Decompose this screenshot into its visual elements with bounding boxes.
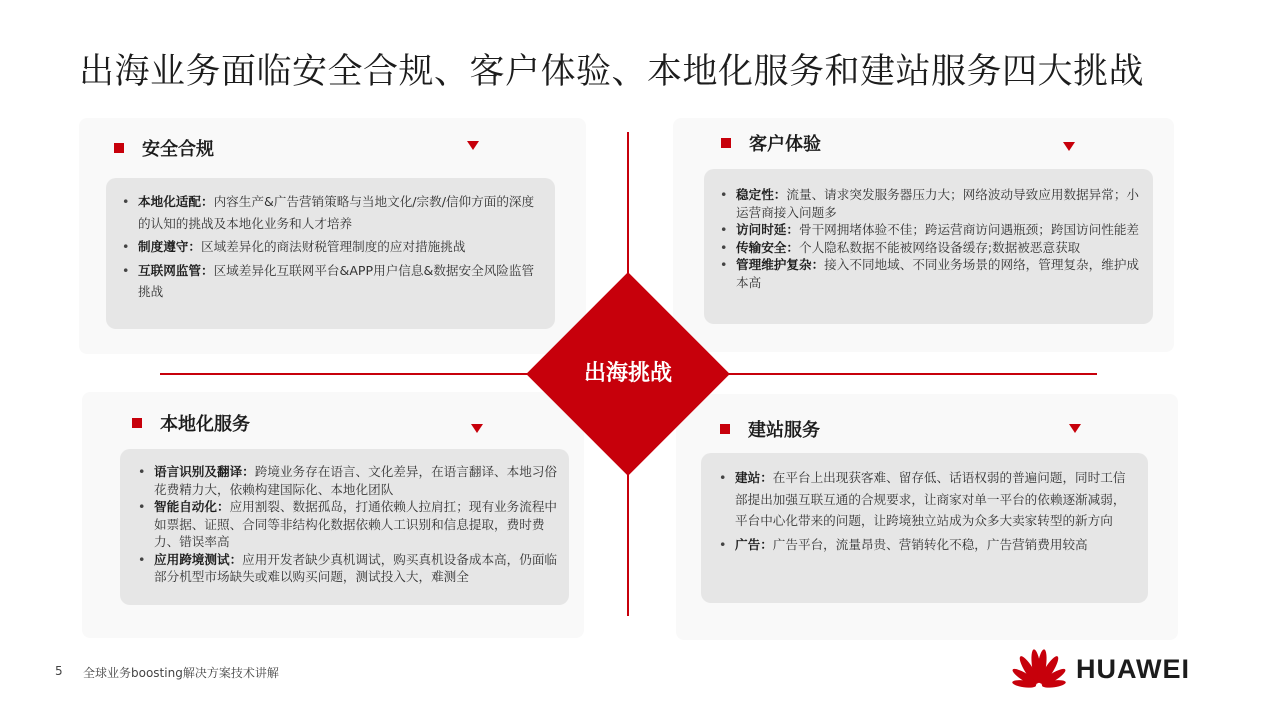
list-item (716, 256, 1141, 291)
list-item (134, 551, 557, 586)
item-label: 广告： (735, 536, 773, 552)
experience-panel (704, 169, 1153, 324)
heading-text: 建站服务 (748, 420, 820, 441)
center-label: 出海挑战 (583, 361, 672, 386)
item-text: 广告平台，流量昂贵、营销转化不稳，广告营销费用较高 (772, 536, 1088, 552)
item-label: 智能自动化： (154, 499, 230, 514)
quadrant-localization-heading (132, 410, 250, 436)
list-item (715, 534, 1136, 556)
item-label: 传输安全： (736, 239, 799, 255)
item-text: 在平台上出现获客难、留存低、话语权弱的普遍问题，同时工信部提出加强互联互通的合规要求，让商家对单一平台的依赖逐渐减弱，平台中心化带来的问题，让跨境独立站成为众多大卖家转型的新方向 (735, 470, 1126, 528)
page-title: 出海业务面临安全合规、客户体验、本地化服务和建站服务四大挑战 (79, 52, 1145, 92)
item-text: 区域差异化的商法财税管理制度的应对措施挑战 (200, 239, 466, 254)
security-panel (106, 178, 555, 329)
bullet-square-icon (720, 424, 730, 434)
item-label: 建站： (735, 470, 773, 485)
item-text: 内容生产&广告营销策略与当地文化/宗教/信仰方面的深度的认知的挑战及本地化业务和人才培养 (138, 194, 535, 231)
heading-text: 本地化服务 (160, 414, 250, 435)
bullet-square-icon (721, 138, 731, 148)
heading-text: 安全合规 (142, 139, 214, 160)
item-label: 互联网监管： (138, 262, 214, 278)
quadrant-security-heading (114, 135, 214, 161)
item-text: 骨干网拥堵体验不佳；跨运营商访问遇瓶颈；跨国访问性能差 (798, 222, 1139, 237)
item-label: 应用跨境测试： (154, 551, 243, 567)
bullet-square-icon (114, 143, 124, 153)
item-label: 管理维护复杂： (736, 257, 825, 272)
huawei-flower-icon (1010, 646, 1068, 692)
list-item (716, 239, 1141, 257)
item-text: 跨境业务存在语言、文化差异，在语言翻译、本地习俗花费精力大，依赖构建国际化、本地化团队 (154, 464, 557, 497)
quadrant-experience-heading (721, 130, 821, 156)
brand-name: HUAWEI (1076, 653, 1190, 684)
item-text: 应用开发者缺少真机调试，购买真机设备成本高，仍面临部分机型市场缺失或难以购买问题，测试投入大，难测全 (154, 551, 557, 584)
list-item (716, 186, 1141, 221)
item-label: 访问时延： (736, 222, 799, 237)
triangle-down-icon (467, 141, 479, 150)
list-item (134, 498, 557, 551)
item-label: 制度遵守： (138, 239, 201, 254)
huawei-logo (1010, 646, 1190, 692)
item-label: 本地化适配： (138, 194, 214, 209)
item-label: 语言识别及翻译： (154, 464, 255, 479)
triangle-down-icon (1063, 142, 1075, 151)
item-text: 个人隐私数据不能被网络设备缓存;数据被恶意获取 (798, 239, 1081, 255)
list-item (716, 221, 1141, 239)
footer-text: 全球业务boosting解决方案技术讲解 (83, 666, 279, 680)
item-text: 区域差异化互联网平台&APP用户信息&数据安全风险监管挑战 (138, 262, 535, 299)
list-item (118, 236, 541, 258)
list-item (134, 463, 557, 498)
item-text: 接入不同地域、不同业务场景的网络，管理复杂，维护成本高 (736, 257, 1139, 290)
list-item (118, 260, 541, 303)
triangle-down-icon (1069, 424, 1081, 433)
list-item (715, 467, 1136, 532)
item-label: 稳定性： (736, 187, 787, 202)
localization-panel (120, 449, 569, 605)
item-text: 应用割裂、数据孤岛，打通依赖人拉肩扛；现有业务流程中如票据、证照、合同等非结构化数据依赖人工识别和信息提取，费时费力、错误率高 (154, 499, 557, 549)
triangle-down-icon (471, 424, 483, 433)
site-panel (701, 453, 1148, 603)
bullet-square-icon (132, 418, 142, 428)
page-number: 5 (55, 664, 63, 678)
list-item (118, 191, 541, 234)
item-text: 流量、请求突发服务器压力大；网络波动导致应用数据异常；小运营商接入问题多 (736, 187, 1139, 220)
quadrant-site-heading (720, 416, 820, 442)
heading-text: 客户体验 (749, 134, 821, 155)
